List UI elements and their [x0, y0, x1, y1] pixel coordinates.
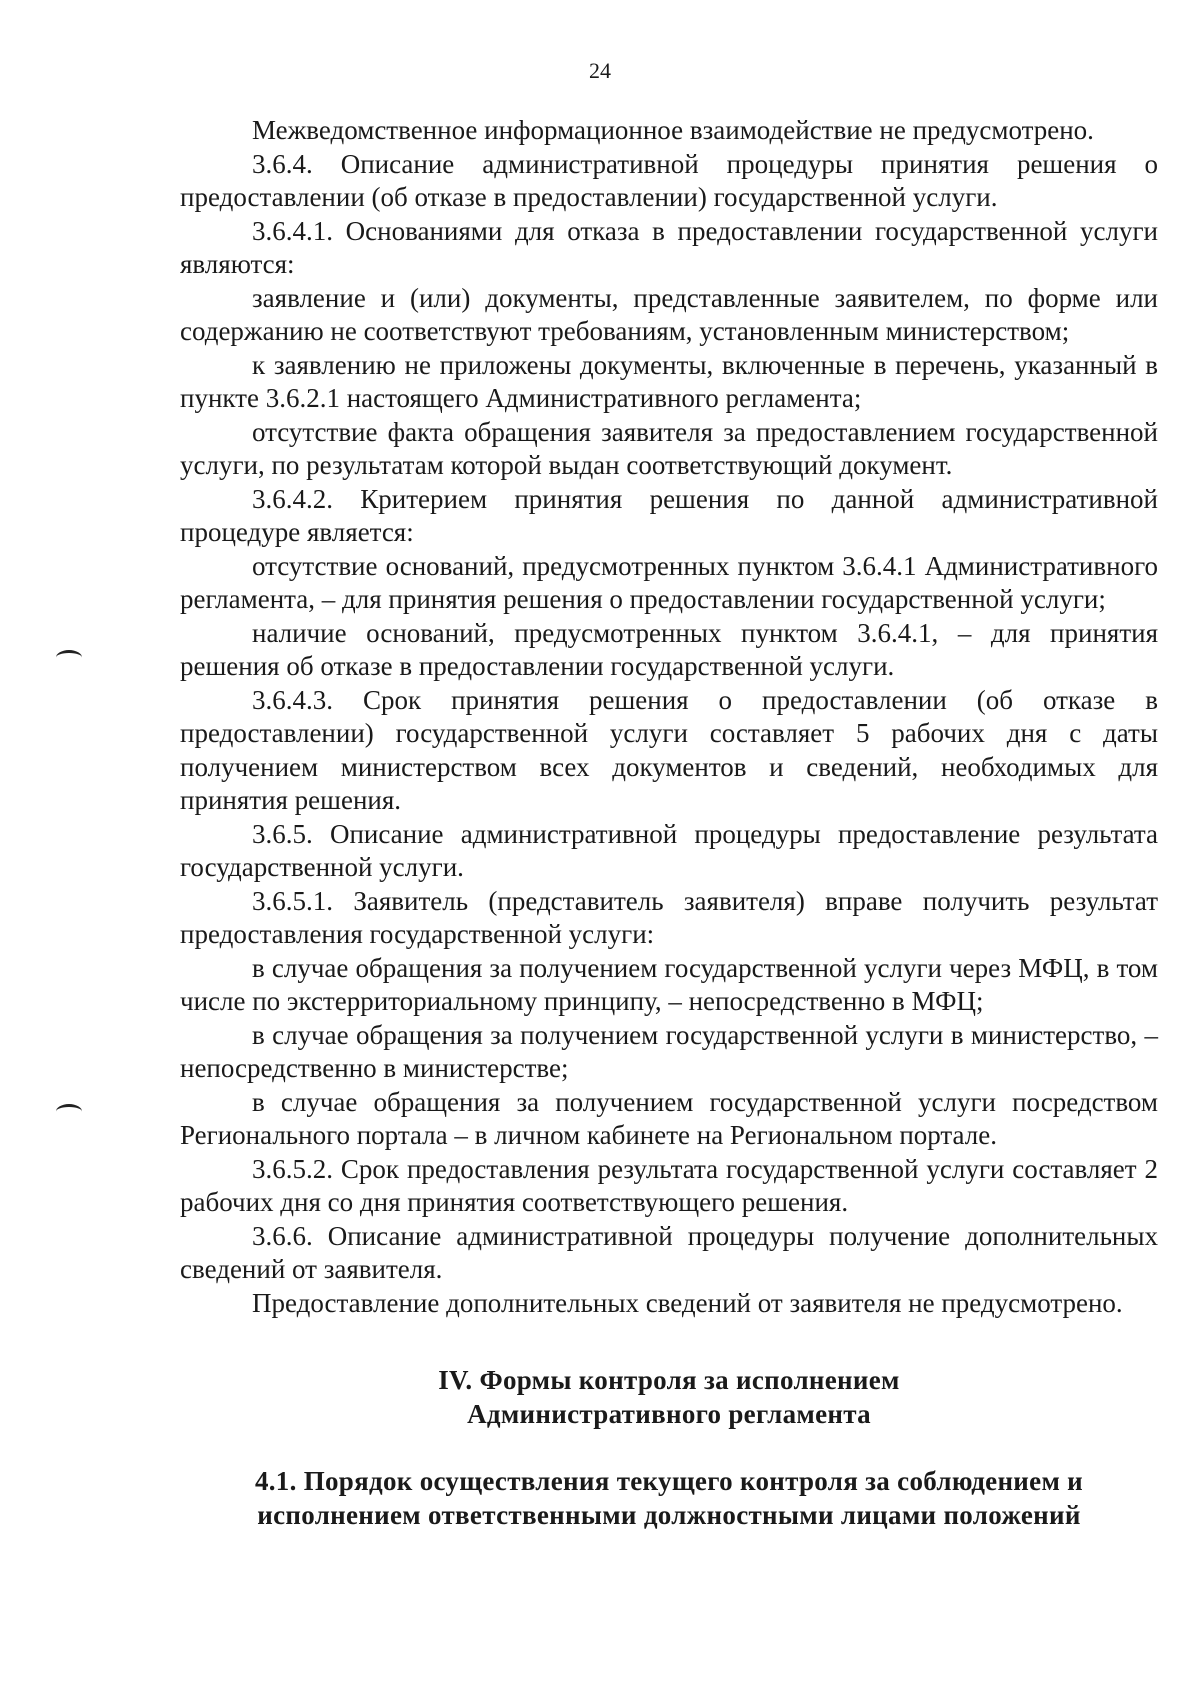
- subsection-heading-line: исполнением ответственными должностными лицами положений: [257, 1499, 1081, 1530]
- subsection-heading-line: 4.1. Порядок осуществления текущего контроля за соблюдением и: [254, 1466, 1084, 1496]
- paragraph: в случае обращения за получением государственной услуги в министерство, – непосредственно в министерстве;: [180, 1019, 1158, 1083]
- paragraph: 3.6.5. Описание административной процедуры предоставление результата государственной услуги.: [180, 818, 1158, 882]
- page-number: 24: [589, 58, 611, 83]
- section-heading-line: IV. Формы контроля за исполнением: [438, 1365, 900, 1395]
- paragraph: 3.6.4. Описание административной процедуры принятия решения о предоставлении (об отказе в предоставлении) государственной услуги.: [180, 148, 1158, 212]
- paragraph: отсутствие оснований, предусмотренных пунктом 3.6.4.1 Административного регламента, – для принятия решения о предоставлении государственной услуги;: [180, 550, 1158, 614]
- paragraph: Межведомственное информационное взаимодействие не предусмотрено.: [252, 115, 1094, 145]
- section-heading: [180, 1364, 1158, 1431]
- paragraph: в случае обращения за получением государственной услуги через МФЦ, в том числе по экстерриториальному принципу, – непосредственно в МФЦ;: [180, 952, 1158, 1016]
- margin-mark: [56, 650, 82, 665]
- subsection-heading: [180, 1465, 1158, 1532]
- paragraph: к заявлению не приложены документы, включенные в перечень, указанный в пункте 3.6.2.1 настоящего Административного регламента;: [180, 349, 1158, 413]
- paragraph: 3.6.4.1. Основаниями для отказа в предоставлении государственной услуги являются:: [180, 215, 1158, 279]
- paragraph: наличие оснований, предусмотренных пунктом 3.6.4.1, – для принятия решения об отказе в предоставлении государственной услуги.: [180, 617, 1158, 681]
- margin-mark: [56, 1104, 82, 1119]
- paragraph: в случае обращения за получением государственной услуги посредством Регионального портала – в личном кабинете на Региональном портале.: [180, 1086, 1158, 1150]
- paragraph: заявление и (или) документы, представленные заявителем, по форме или содержанию не соответствуют требованиям, установленным министерством;: [180, 282, 1158, 346]
- document-body: [180, 114, 1158, 1532]
- paragraph: Предоставление дополнительных сведений от заявителя не предусмотрено.: [252, 1287, 1123, 1318]
- paragraph: 3.6.4.2. Критерием принятия решения по данной административной процедуре является:: [180, 483, 1158, 547]
- paragraph: отсутствие факта обращения заявителя за предоставлением государственной услуги, по результатам которой выдан соответствующий документ.: [180, 416, 1158, 480]
- paragraph: 3.6.5.1. Заявитель (представитель заявителя) вправе получить результат предоставления государственной услуги:: [180, 885, 1158, 949]
- paragraph: 3.6.4.3. Срок принятия решения о предоставлении (об отказе в предоставлении) государственной услуги составляет 5 рабочих дня с даты получением министерством всех документов и сведений, необходимых для принятия решения.: [180, 684, 1158, 815]
- section-heading-line: Административного регламента: [467, 1398, 871, 1429]
- paragraph: 3.6.6. Описание административной процедуры получение дополнительных сведений от заявителя.: [180, 1220, 1158, 1284]
- paragraph: 3.6.5.2. Срок предоставления результата государственной услуги составляет 2 рабочих дня со дня принятия соответствующего решения.: [180, 1153, 1158, 1217]
